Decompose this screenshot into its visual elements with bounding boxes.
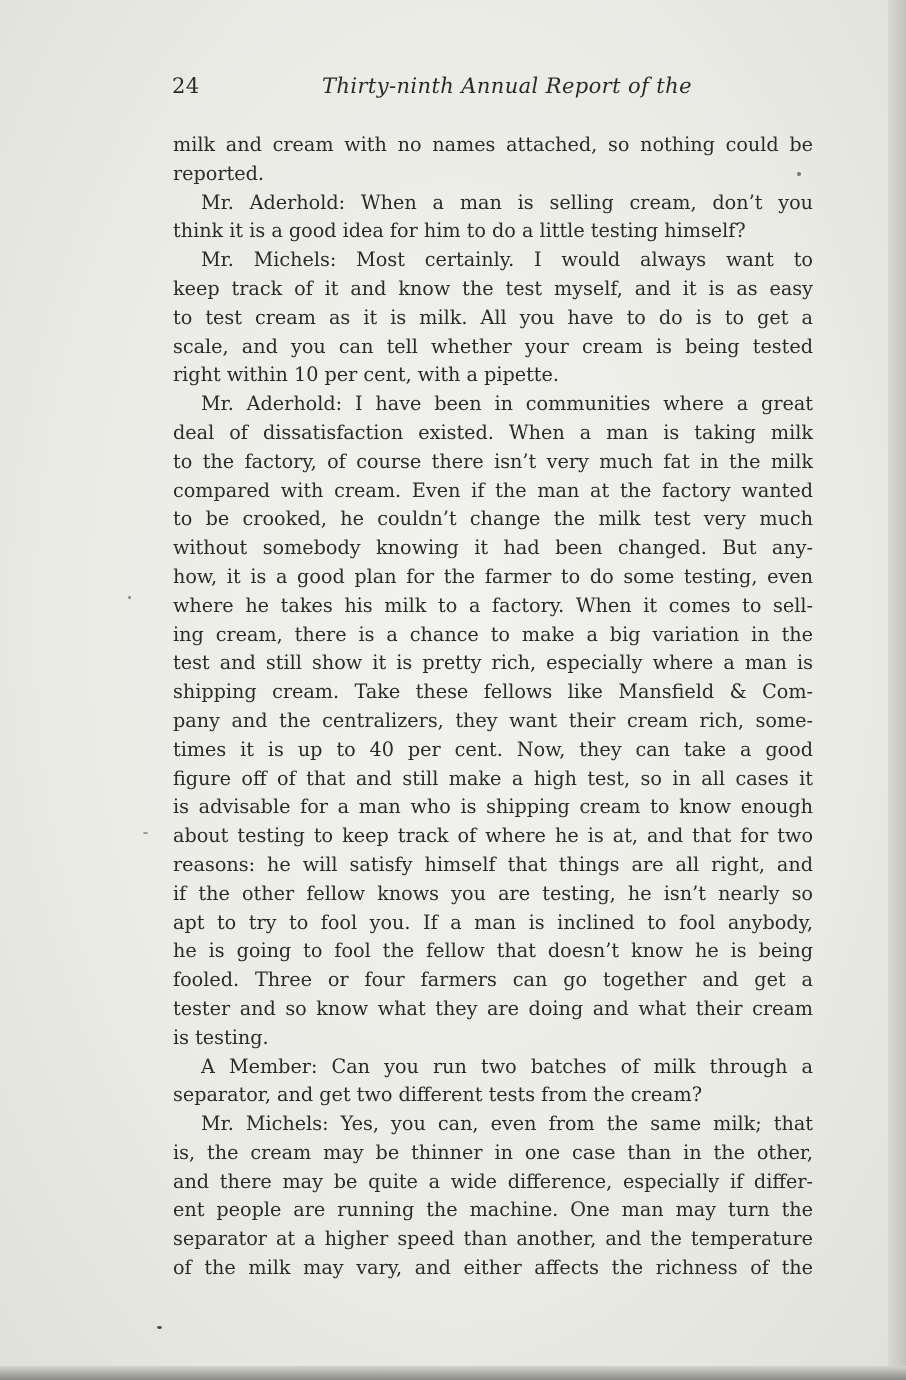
text-line: times it is up to 40 per cent. Now, they can take a good xyxy=(173,737,813,761)
text-line: where he takes his milk to a factory. When it comes to sell- xyxy=(173,593,813,617)
text-line: test and still show it is pretty rich, especially where a man is xyxy=(173,651,813,675)
text-line: separator, and get two different tests from the cream? xyxy=(173,1083,702,1107)
ink-speck xyxy=(143,832,148,834)
text-line: apt to try to fool you. If a man is inclined to fool anybody, xyxy=(173,910,813,934)
text-line: right within 10 per cent, with a pipette. xyxy=(173,363,559,387)
text-line: Mr. Michels: Yes, you can, even from the same milk; that xyxy=(201,1112,813,1136)
text-line: milk and cream with no names attached, so nothing could be xyxy=(173,133,813,156)
text-line: to be crooked, he couldn’t change the milk test very much xyxy=(173,507,813,531)
text-line: Mr. Aderhold: I have been in communities where a great xyxy=(201,392,813,416)
text-line: pany and the centralizers, they want their cream rich, some- xyxy=(173,708,813,732)
text-line: think it is a good idea for him to do a little testing himself? xyxy=(173,219,746,243)
text-line: keep track of it and know the test myself, and it is as easy xyxy=(173,276,813,300)
text-line: without somebody knowing it had been changed. But any- xyxy=(173,536,813,560)
text-line: of the milk may vary, and either affects the richness of the xyxy=(173,1256,813,1280)
text-line: deal of dissatisfaction existed. When a man is taking milk xyxy=(173,420,813,444)
text-line: reported. xyxy=(173,161,264,185)
text-line: scale, and you can tell whether your cream is being tested xyxy=(173,334,813,358)
text-line: shipping cream. Take these fellows like Mansfield & Com- xyxy=(173,680,813,704)
page-number: 24 xyxy=(172,74,200,98)
text-line: is testing. xyxy=(173,1025,269,1049)
running-head: Thirty-ninth Annual Report of the xyxy=(322,74,692,98)
text-line: if the other fellow knows you are testing, he isn’t nearly so xyxy=(173,881,813,905)
text-line: about testing to keep track of where he is at, and that for two xyxy=(173,824,813,848)
text-line: figure off of that and still make a high test, so in all cases it xyxy=(173,766,813,790)
text-line: is, the cream may be thinner in one case than in the other, xyxy=(173,1140,813,1164)
text-line: tester and so know what they are doing and what their cream xyxy=(173,996,813,1020)
text-line: A Member: Can you run two batches of milk through a xyxy=(201,1054,813,1078)
ink-speck xyxy=(128,596,131,599)
page-edge-right xyxy=(888,0,906,1380)
text-line: ent people are running the machine. One man may turn the xyxy=(173,1198,813,1222)
text-line: to the factory, of course there isn’t very much fat in the milk xyxy=(173,449,813,473)
page-edge-bottom xyxy=(0,1366,906,1380)
text-line: is advisable for a man who is shipping cream to know enough xyxy=(173,795,813,819)
text-line: reasons: he will satisfy himself that things are all right, and xyxy=(173,852,813,876)
text-line: to test cream as it is milk. All you have to do is to get a xyxy=(173,305,813,329)
ink-speck xyxy=(157,1326,162,1329)
body-text xyxy=(173,131,813,1283)
text-line: ing cream, there is a chance to make a big variation in the xyxy=(173,622,813,646)
text-line: fooled. Three or four farmers can go together and get a xyxy=(173,968,813,992)
text-line: separator at a higher speed than another, and the temperature xyxy=(173,1227,813,1251)
text-line: Mr. Aderhold: When a man is selling cream, don’t you xyxy=(201,190,813,214)
text-line: Mr. Michels: Most certainly. I would always want to xyxy=(201,248,813,272)
text-line: he is going to fool the fellow that doesn’t know he is being xyxy=(173,939,813,963)
text-line: and there may be quite a wide difference, especially if differ- xyxy=(173,1169,813,1193)
ink-speck xyxy=(797,172,801,176)
page-header xyxy=(172,74,812,104)
text-line: how, it is a good plan for the farmer to do some testing, even xyxy=(173,564,813,588)
text-line: compared with cream. Even if the man at the factory wanted xyxy=(173,478,813,502)
